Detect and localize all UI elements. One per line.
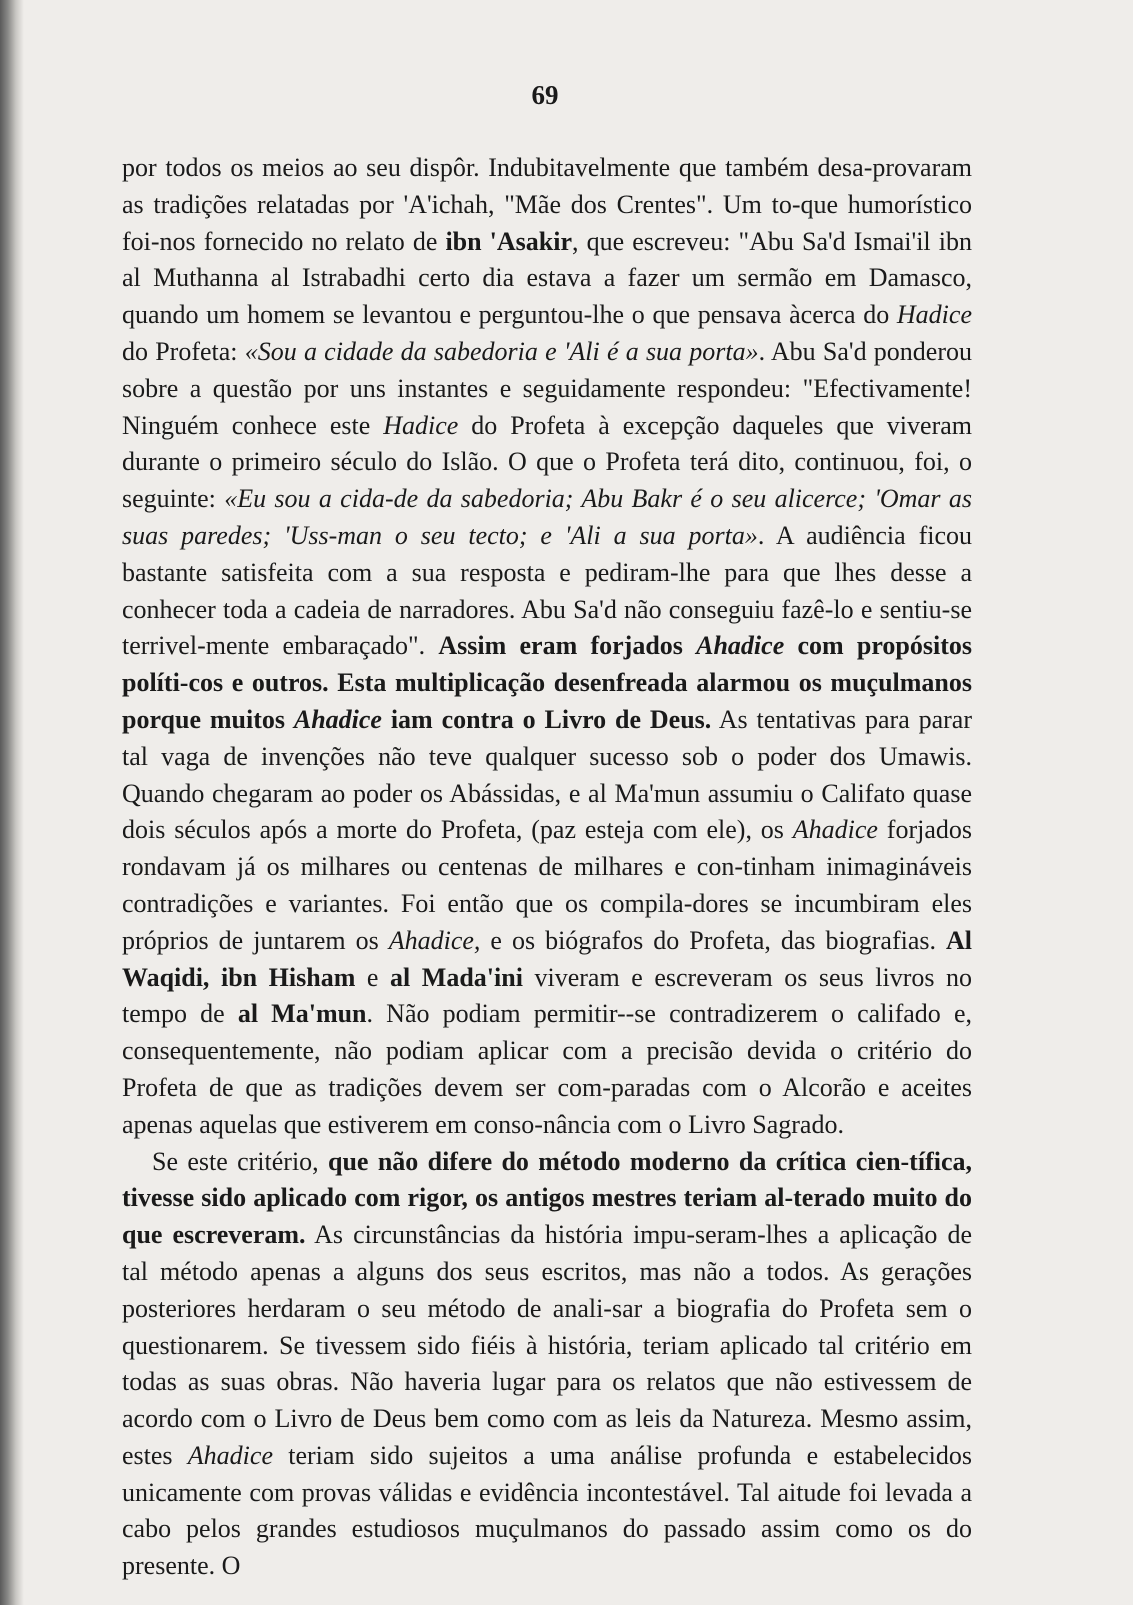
body-text — [122, 150, 972, 1585]
text-segment: «Eu sou a cida-de da sabedoria; Abu Bakr é o seu alicerce; 'Omar as suas paredes; 'Uss-man o seu tecto; e 'Ali a sua porta» — [122, 484, 972, 550]
text-segment: Ahadice — [792, 815, 878, 845]
paragraph — [122, 1144, 972, 1586]
paragraph — [122, 150, 972, 1144]
text-segment: e os biógrafos do Profeta, das biografias. — [480, 925, 946, 955]
text-segment: ibn 'Asakir — [445, 226, 573, 256]
text-segment: Hadice — [383, 410, 459, 440]
text-segment: do Profeta: — [122, 336, 245, 366]
text-segment: Ahadice — [293, 704, 382, 734]
text-segment: iam contra o Livro de Deus. — [381, 704, 712, 734]
text-segment: que não difere do método moderno da crítica cien-tífica, tivesse sido aplicado com rigor, os antigos mestres teriam al-terado muito do que escreveram. — [122, 1146, 972, 1250]
text-segment: «Sou a cidade da sabedoria e 'Ali é a sua porta» — [244, 336, 759, 366]
text-segment: . Não podiam permitir--se contradizerem o califado e, consequentemente, não podiam aplicar com a precisão devida o critério do Profeta de que as tradições devem ser com-paradas com o Alcorão e aceites apenas aquelas que estiverem em conso-nância com o Livro Sagrado. — [122, 999, 972, 1139]
text-segment: do Profeta à excepção daqueles que viveram durante o primeiro século do Islão. O que o Profeta terá dito, continuou, foi, o seguinte: — [122, 410, 972, 514]
text-segment: Al Waqidi, ibn Hisham — [122, 925, 972, 992]
text-segment: Hadice — [896, 300, 972, 330]
text-segment: por todos os meios ao seu dispôr. Indubitavelmente que também desa-provaram as tradições relatadas por 'A'ichah, "Mãe dos Crentes". Um to-que humorístico foi-nos fornecido no relato de — [122, 153, 972, 256]
text-segment: teriam sido sujeitos a uma análise profunda e estabelecidos unicamente com provas válidas e evidência incontestável. Tal aitude foi levada a cabo pelos grandes estudiosos muçulmanos do passado assim como os do presente. O — [122, 1440, 972, 1581]
text-segment: As tentativas para parar tal vaga de invenções não teve qualquer sucesso sob o poder dos Umawis. Quando chegaram ao poder os Abássidas, e al Ma'mun assumiu o Califato quase dois séculos após a morte do Profeta, (paz esteja com ele), os — [122, 704, 972, 845]
text-segment: . A audiência ficou bastante satisfeita com a sua resposta e pediram-lhe para que lhes desse a conhecer toda a cadeia de narradores. Abu Sa'd não conseguiu fazê-lo e sentiu-se terrivel-mente embaraçado". — [122, 520, 972, 661]
text-segment: al Ma'mun — [237, 999, 367, 1029]
text-segment: . Abu Sa'd ponderou sobre a questão por uns instantes e seguidamente respondeu: "Efectivamente! Ninguém conhece este — [122, 336, 972, 440]
text-segment: Ahadice — [696, 631, 785, 661]
text-segment: Se este critério, — [152, 1146, 329, 1176]
text-segment: As circunstâncias da história impu-seram-lhes a aplicação de tal método apenas a alguns dos seus escritos, mas não a todos. As gerações posteriores herdaram o seu método de anali-sar a biografia do Profeta sem o questionarem. Se tivessem sido fiéis à história, teriam aplicado tal critério em todas as suas obras. Não haveria lugar para os relatos que não estivessem de acordo com o Livro de Deus bem como com as leis da Natureza. Mesmo assim, estes — [122, 1220, 972, 1470]
text-segment: , que escreveu: "Abu Sa'd Ismai'il ibn al Muthanna al Istrabadhi certo dia estava a fazer um sermão em Damasco, quando um homem se levantou e perguntou-lhe o que pensava àcerca do — [122, 226, 972, 330]
text-segment: e — [355, 962, 391, 992]
text-segment: viveram e escreveram os seus livros no tempo de — [122, 962, 973, 1029]
text-segment: Ahadice — [187, 1440, 273, 1470]
text-segment: com propósitos políti-cos e outros. Esta multiplicação desenfreada alarmou os muçulmanos porque muitos — [122, 631, 972, 734]
text-segment: Ahadice, — [388, 925, 481, 955]
text-segment: al Mada'ini — [390, 962, 523, 992]
text-segment: forjados rondavam já os milhares ou centenas de milhares e con-tinham inimagináveis contradições e variantes. Foi então que os compila-dores se incumbiram eles próprios de juntarem os — [122, 815, 972, 955]
text-segment: Assim eram forjados — [438, 631, 697, 661]
book-spine-shadow — [0, 0, 24, 1605]
page-number: 69 — [531, 80, 559, 110]
